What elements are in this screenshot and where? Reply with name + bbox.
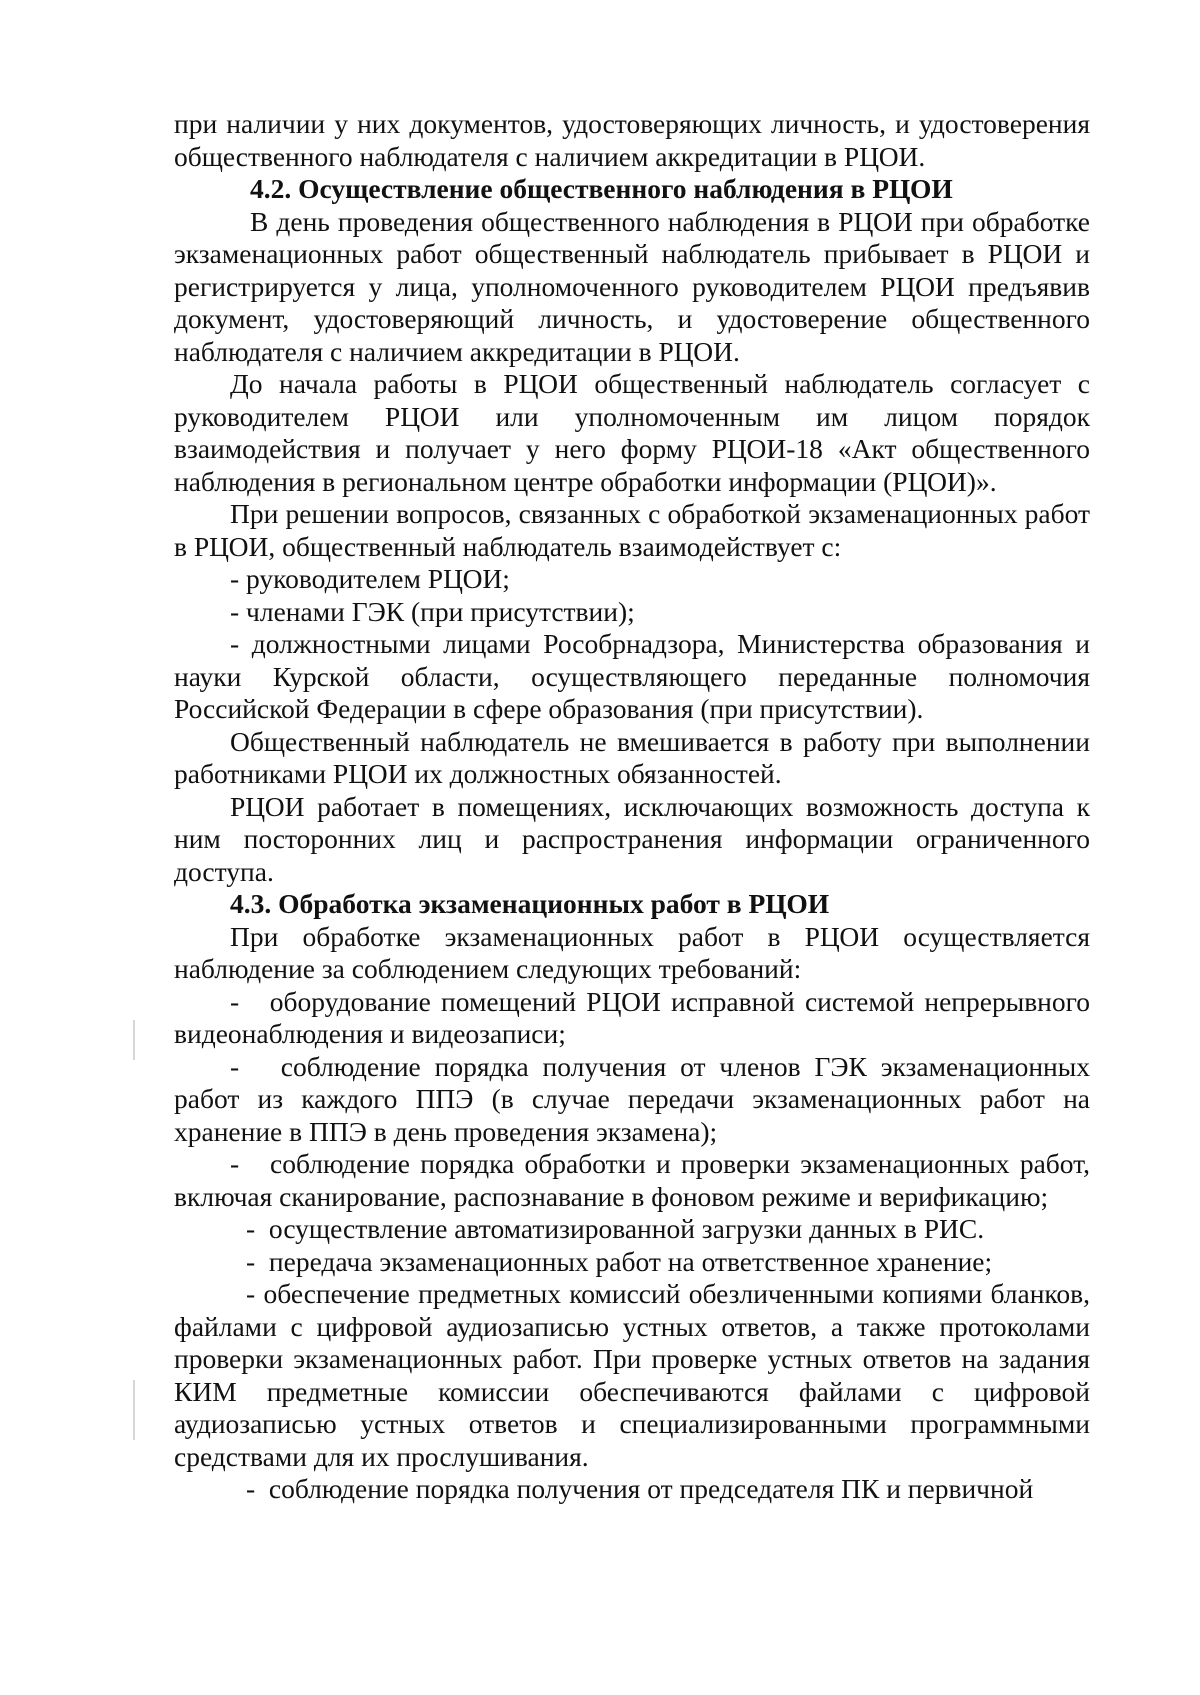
scan-artifact-line xyxy=(133,1020,135,1060)
paragraph-continuation: при наличии у них документов, удостоверяющих личность, и удостоверения общественного наблюдателя с наличием аккредитации в РЦОИ. xyxy=(174,108,1090,172)
list-item: - руководителем РЦОИ; xyxy=(230,563,510,594)
list-item: - соблюдение порядка получения от председателя ПК и первичной xyxy=(246,1473,1034,1504)
paragraph-before-work: До начала работы в РЦОИ общественный наблюдатель согласует с руководителем РЦОИ или уполномоченным им лицом порядок взаимодействия и получает у него форму РЦОИ-18 «Акт общественного наблюдения в региональном центре обработки информации (РЦОИ)». xyxy=(174,368,1090,497)
list-item: - обеспечение предметных комиссий обезличенными копиями бланков, файлами с цифровой аудиозаписью устных ответов, а также протоколами проверки экзаменационных работ. При проверке устных ответов на задания КИМ предметные комиссии обеспечиваются файлами с цифровой аудиозаписью устных ответов и специализированными программными средствами для их прослушивания. xyxy=(174,1278,1090,1472)
list-item: - членами ГЭК (при присутствии); xyxy=(230,595,635,627)
paragraph-premises: РЦОИ работает в помещениях, исключающих возможность доступа к ним посторонних лиц и распространения информации ограниченного доступа. xyxy=(174,790,1090,887)
list-item: - оборудование помещений РЦОИ исправной системой непрерывного видеонаблюдения и видеозаписи; xyxy=(174,985,1090,1049)
section-heading-4-2: 4.2. Осуществление общественного наблюдения в РЦОИ xyxy=(250,173,953,204)
list-item: - соблюдение порядка обработки и проверки экзаменационных работ, включая сканирование, распознавание в фоновом режиме и верификацию; xyxy=(174,1148,1090,1212)
paragraph-non-interference: Общественный наблюдатель не вмешивается в работу при выполнении работниками РЦОИ их должностных обязанностей. xyxy=(174,725,1090,789)
document-body xyxy=(174,108,1090,1506)
list-item: - осуществление автоматизированной загрузки данных в РИС. xyxy=(246,1213,985,1244)
section-heading-4-3: 4.3. Обработка экзаменационных работ в РЦОИ xyxy=(230,888,830,919)
list-item: - передача экзаменационных работ на ответственное хранение; xyxy=(246,1245,993,1277)
paragraph-interaction: При решении вопросов, связанных с обработкой экзаменационных работ в РЦОИ, общественный наблюдатель взаимодействует с: xyxy=(174,498,1090,562)
paragraph-observer-arrival: В день проведения общественного наблюдения в РЦОИ при обработке экзаменационных работ общественный наблюдатель прибывает в РЦОИ и регистрируется у лица, уполномоченного руководителем РЦОИ предъявив документ, удостоверяющий личность, и удостоверение общественного наблюдателя с наличием аккредитации в РЦОИ. xyxy=(174,205,1090,367)
paragraph-processing-requirements: При обработке экзаменационных работ в РЦОИ осуществляется наблюдение за соблюдением следующих требований: xyxy=(174,920,1090,984)
list-item: - соблюдение порядка получения от членов ГЭК экзаменационных работ из каждого ППЭ (в случае передачи экзаменационных работ на хранение в ППЭ в день проведения экзамена); xyxy=(174,1050,1090,1147)
list-item: - должностными лицами Рособрнадзора, Министерства образования и науки Курской области, осуществляющего переданные полномочия Российской Федерации в сфере образования (при присутствии). xyxy=(174,628,1090,724)
scan-artifact-line xyxy=(133,1380,135,1440)
